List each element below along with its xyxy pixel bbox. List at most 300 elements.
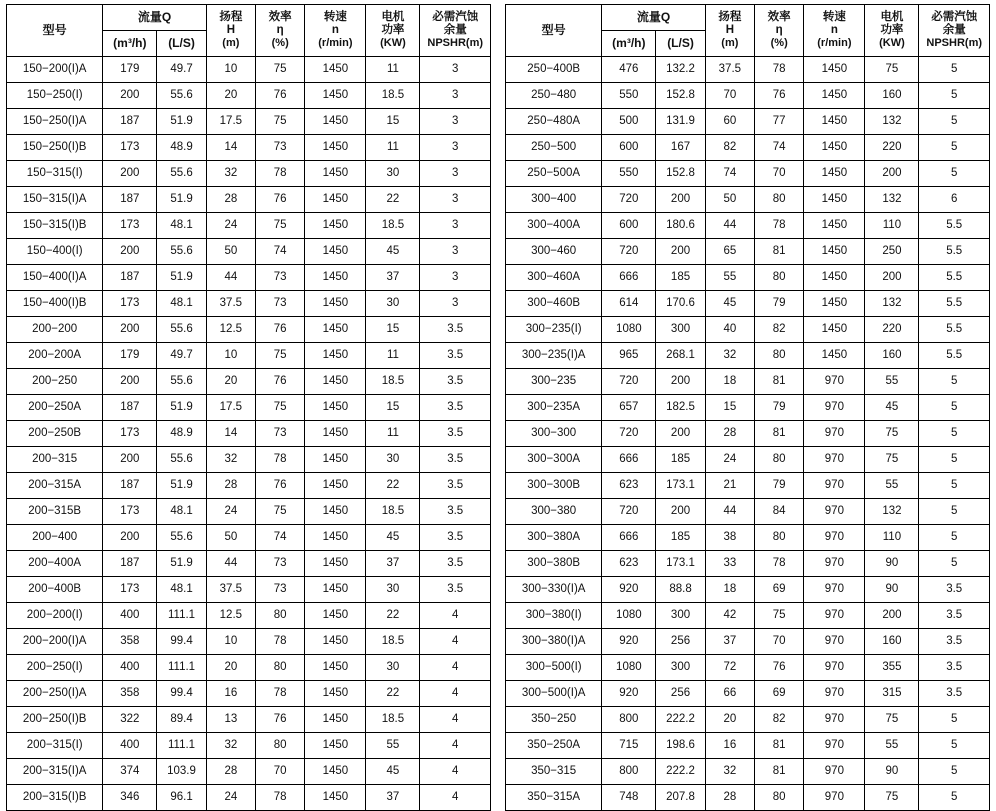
cell-speed: 970	[804, 499, 865, 525]
cell-power: 18.5	[366, 499, 420, 525]
cell-flow-ls: 55.6	[157, 317, 206, 343]
cell-model: 300−235(I)	[506, 317, 602, 343]
cell-power: 200	[865, 265, 919, 291]
cell-efficiency: 79	[755, 291, 804, 317]
cell-power: 22	[366, 681, 420, 707]
cell-model: 250−480	[506, 83, 602, 109]
table-row	[506, 369, 990, 395]
cell-flow-ls: 222.2	[656, 707, 705, 733]
cell-speed: 1450	[804, 83, 865, 109]
header-efficiency	[256, 5, 305, 57]
cell-model: 200−315(I)B	[7, 785, 103, 811]
cell-power: 22	[366, 603, 420, 629]
cell-head: 10	[206, 57, 255, 83]
cell-npshr: 3.5	[420, 369, 491, 395]
cell-head: 37.5	[206, 577, 255, 603]
table-row	[506, 577, 990, 603]
cell-head: 50	[705, 187, 754, 213]
cell-model: 200−400	[7, 525, 103, 551]
cell-power: 45	[366, 759, 420, 785]
cell-speed: 970	[804, 629, 865, 655]
cell-power: 220	[865, 135, 919, 161]
cell-efficiency: 75	[256, 57, 305, 83]
cell-flow-m3h: 200	[103, 447, 157, 473]
cell-speed: 1450	[804, 213, 865, 239]
right-table-wrapper	[505, 4, 990, 803]
cell-npshr: 5.5	[919, 317, 990, 343]
cell-flow-m3h: 614	[602, 291, 656, 317]
cell-power: 15	[366, 395, 420, 421]
cell-head: 17.5	[206, 109, 255, 135]
cell-head: 28	[705, 785, 754, 811]
cell-flow-ls: 51.9	[157, 473, 206, 499]
cell-head: 44	[705, 213, 754, 239]
cell-power: 18.5	[366, 83, 420, 109]
cell-model: 200−315	[7, 447, 103, 473]
cell-speed: 1450	[305, 577, 366, 603]
table-row	[7, 369, 491, 395]
cell-head: 24	[705, 447, 754, 473]
table-body-left	[7, 57, 491, 811]
cell-flow-ls: 185	[656, 525, 705, 551]
header-npshr-line2: 余量	[443, 24, 467, 37]
cell-npshr: 3.5	[420, 473, 491, 499]
table-row	[7, 83, 491, 109]
cell-efficiency: 81	[755, 759, 804, 785]
header-row-1	[7, 5, 491, 31]
cell-flow-ls: 48.9	[157, 135, 206, 161]
cell-flow-m3h: 400	[103, 655, 157, 681]
cell-power: 355	[865, 655, 919, 681]
table-row	[506, 707, 990, 733]
header-power	[865, 5, 919, 57]
cell-flow-m3h: 358	[103, 681, 157, 707]
cell-flow-m3h: 173	[103, 499, 157, 525]
table-row	[7, 421, 491, 447]
cell-flow-ls: 99.4	[157, 629, 206, 655]
cell-npshr: 4	[420, 733, 491, 759]
header-head-line3: (m)	[222, 37, 240, 50]
cell-power: 55	[366, 733, 420, 759]
cell-efficiency: 79	[755, 473, 804, 499]
cell-efficiency: 82	[755, 707, 804, 733]
cell-head: 42	[705, 603, 754, 629]
header-head-line3: (m)	[721, 37, 739, 50]
cell-model: 200−250A	[7, 395, 103, 421]
cell-speed: 1450	[305, 551, 366, 577]
table-row	[506, 343, 990, 369]
cell-npshr: 5	[919, 447, 990, 473]
cell-power: 90	[865, 551, 919, 577]
cell-npshr: 5	[919, 369, 990, 395]
cell-model: 150−315(I)B	[7, 213, 103, 239]
cell-efficiency: 73	[256, 135, 305, 161]
table-row	[7, 473, 491, 499]
cell-model: 300−380A	[506, 525, 602, 551]
cell-head: 24	[206, 499, 255, 525]
cell-head: 70	[705, 83, 754, 109]
cell-model: 250−500A	[506, 161, 602, 187]
cell-flow-ls: 51.9	[157, 187, 206, 213]
table-row	[7, 707, 491, 733]
cell-head: 10	[206, 629, 255, 655]
cell-efficiency: 80	[755, 265, 804, 291]
cell-efficiency: 75	[256, 395, 305, 421]
cell-npshr: 3.5	[420, 317, 491, 343]
cell-model: 300−400A	[506, 213, 602, 239]
table-row	[506, 759, 990, 785]
cell-npshr: 3	[420, 109, 491, 135]
cell-flow-ls: 180.6	[656, 213, 705, 239]
cell-flow-ls: 48.1	[157, 213, 206, 239]
cell-npshr: 4	[420, 629, 491, 655]
cell-efficiency: 76	[256, 187, 305, 213]
cell-model: 300−400	[506, 187, 602, 213]
header-head-line2: H	[226, 24, 235, 37]
cell-efficiency: 80	[755, 525, 804, 551]
cell-npshr: 4	[420, 759, 491, 785]
cell-flow-ls: 51.9	[157, 395, 206, 421]
cell-efficiency: 73	[256, 291, 305, 317]
cell-flow-m3h: 322	[103, 707, 157, 733]
cell-npshr: 5	[919, 785, 990, 811]
cell-model: 150−315(I)	[7, 161, 103, 187]
table-row	[506, 57, 990, 83]
cell-efficiency: 76	[256, 369, 305, 395]
cell-power: 18.5	[366, 213, 420, 239]
cell-efficiency: 76	[256, 317, 305, 343]
cell-flow-ls: 200	[656, 369, 705, 395]
cell-power: 110	[865, 213, 919, 239]
cell-model: 300−460A	[506, 265, 602, 291]
cell-model: 200−400B	[7, 577, 103, 603]
table-row	[506, 213, 990, 239]
cell-npshr: 3.5	[919, 577, 990, 603]
table-row	[7, 57, 491, 83]
cell-flow-ls: 152.8	[656, 161, 705, 187]
cell-npshr: 3.5	[420, 577, 491, 603]
cell-power: 22	[366, 473, 420, 499]
cell-flow-ls: 51.9	[157, 551, 206, 577]
cell-model: 250−400B	[506, 57, 602, 83]
cell-speed: 970	[804, 577, 865, 603]
cell-flow-ls: 200	[656, 239, 705, 265]
table-row	[506, 551, 990, 577]
cell-speed: 1450	[305, 759, 366, 785]
header-head	[705, 5, 754, 57]
table-row	[506, 499, 990, 525]
cell-speed: 1450	[305, 369, 366, 395]
cell-speed: 970	[804, 369, 865, 395]
cell-speed: 1450	[305, 473, 366, 499]
cell-flow-ls: 49.7	[157, 57, 206, 83]
header-speed-line2: n	[331, 24, 339, 37]
cell-flow-ls: 55.6	[157, 447, 206, 473]
cell-npshr: 4	[420, 681, 491, 707]
cell-flow-ls: 48.1	[157, 577, 206, 603]
cell-flow-m3h: 187	[103, 109, 157, 135]
cell-model: 300−460	[506, 239, 602, 265]
cell-power: 30	[366, 291, 420, 317]
cell-flow-ls: 256	[656, 681, 705, 707]
cell-head: 12.5	[206, 317, 255, 343]
cell-npshr: 5.5	[919, 239, 990, 265]
cell-npshr: 4	[420, 707, 491, 733]
cell-efficiency: 74	[256, 525, 305, 551]
cell-flow-ls: 111.1	[157, 603, 206, 629]
cell-npshr: 3.5	[919, 655, 990, 681]
cell-npshr: 5	[919, 525, 990, 551]
cell-efficiency: 80	[755, 447, 804, 473]
cell-head: 16	[206, 681, 255, 707]
cell-flow-ls: 55.6	[157, 83, 206, 109]
cell-efficiency: 76	[256, 707, 305, 733]
cell-head: 44	[705, 499, 754, 525]
cell-speed: 1450	[305, 447, 366, 473]
cell-flow-ls: 268.1	[656, 343, 705, 369]
cell-flow-m3h: 179	[103, 57, 157, 83]
cell-flow-m3h: 187	[103, 473, 157, 499]
cell-flow-m3h: 200	[103, 239, 157, 265]
header-npshr	[919, 5, 990, 57]
cell-model: 200−250(I)A	[7, 681, 103, 707]
cell-head: 28	[206, 473, 255, 499]
cell-npshr: 5	[919, 57, 990, 83]
cell-flow-ls: 111.1	[157, 655, 206, 681]
table-header-left	[7, 5, 491, 57]
table-row	[506, 161, 990, 187]
cell-speed: 1450	[305, 603, 366, 629]
header-speed-line1: 转速	[323, 10, 347, 23]
header-power-line1: 电机	[381, 10, 405, 23]
cell-flow-ls: 48.1	[157, 499, 206, 525]
cell-flow-m3h: 657	[602, 395, 656, 421]
cell-npshr: 5.5	[919, 213, 990, 239]
table-row	[506, 473, 990, 499]
cell-speed: 1450	[804, 109, 865, 135]
cell-model: 200−315(I)A	[7, 759, 103, 785]
cell-flow-ls: 170.6	[656, 291, 705, 317]
cell-efficiency: 81	[755, 421, 804, 447]
cell-efficiency: 76	[755, 83, 804, 109]
cell-efficiency: 80	[755, 343, 804, 369]
cell-efficiency: 73	[256, 551, 305, 577]
cell-model: 300−380	[506, 499, 602, 525]
cell-flow-m3h: 550	[602, 161, 656, 187]
cell-efficiency: 78	[755, 213, 804, 239]
cell-power: 30	[366, 161, 420, 187]
cell-efficiency: 76	[755, 655, 804, 681]
cell-flow-ls: 55.6	[157, 161, 206, 187]
pump-spec-table-right	[505, 4, 990, 811]
cell-model: 200−315A	[7, 473, 103, 499]
cell-flow-ls: 51.9	[157, 109, 206, 135]
cell-npshr: 3.5	[420, 551, 491, 577]
cell-flow-m3h: 920	[602, 577, 656, 603]
cell-model: 300−460B	[506, 291, 602, 317]
table-row	[7, 785, 491, 811]
table-row	[7, 551, 491, 577]
cell-head: 20	[705, 707, 754, 733]
cell-power: 37	[366, 551, 420, 577]
cell-model: 150−200(I)A	[7, 57, 103, 83]
cell-head: 20	[206, 655, 255, 681]
cell-speed: 1450	[305, 343, 366, 369]
cell-speed: 970	[804, 707, 865, 733]
header-head-line1: 扬程	[219, 10, 243, 23]
cell-head: 37.5	[206, 291, 255, 317]
cell-efficiency: 73	[256, 421, 305, 447]
cell-flow-ls: 300	[656, 603, 705, 629]
cell-flow-ls: 222.2	[656, 759, 705, 785]
cell-flow-m3h: 400	[103, 603, 157, 629]
cell-power: 315	[865, 681, 919, 707]
cell-flow-ls: 185	[656, 447, 705, 473]
cell-power: 200	[865, 161, 919, 187]
cell-npshr: 3	[420, 291, 491, 317]
cell-flow-m3h: 187	[103, 395, 157, 421]
header-efficiency-line1: 效率	[767, 10, 791, 23]
cell-efficiency: 78	[256, 629, 305, 655]
header-efficiency-line1: 效率	[268, 10, 292, 23]
cell-head: 40	[705, 317, 754, 343]
cell-flow-ls: 103.9	[157, 759, 206, 785]
cell-power: 55	[865, 733, 919, 759]
cell-power: 45	[366, 525, 420, 551]
header-efficiency-line3: (%)	[271, 37, 289, 50]
cell-model: 300−300	[506, 421, 602, 447]
header-head-line1: 扬程	[718, 10, 742, 23]
cell-speed: 1450	[804, 265, 865, 291]
cell-power: 37	[366, 785, 420, 811]
table-row	[506, 135, 990, 161]
cell-efficiency: 69	[755, 577, 804, 603]
cell-npshr: 4	[420, 785, 491, 811]
cell-flow-ls: 48.9	[157, 421, 206, 447]
cell-flow-m3h: 346	[103, 785, 157, 811]
cell-model: 200−250B	[7, 421, 103, 447]
cell-efficiency: 75	[755, 603, 804, 629]
table-row	[506, 733, 990, 759]
header-efficiency-line2: η	[775, 24, 783, 37]
table-row	[7, 499, 491, 525]
cell-flow-ls: 182.5	[656, 395, 705, 421]
cell-efficiency: 69	[755, 681, 804, 707]
cell-power: 18.5	[366, 629, 420, 655]
cell-model: 300−235A	[506, 395, 602, 421]
table-row	[506, 265, 990, 291]
cell-npshr: 5	[919, 395, 990, 421]
cell-flow-m3h: 720	[602, 369, 656, 395]
cell-model: 300−330(I)A	[506, 577, 602, 603]
cell-model: 200−200(I)A	[7, 629, 103, 655]
cell-npshr: 5	[919, 733, 990, 759]
header-power-line3: (KW)	[380, 37, 406, 50]
cell-head: 17.5	[206, 395, 255, 421]
cell-speed: 1450	[305, 291, 366, 317]
cell-model: 200−315B	[7, 499, 103, 525]
cell-flow-ls: 152.8	[656, 83, 705, 109]
cell-power: 75	[865, 707, 919, 733]
header-speed-line3: (r/min)	[318, 37, 353, 50]
cell-efficiency: 70	[755, 629, 804, 655]
cell-head: 28	[206, 187, 255, 213]
table-row	[7, 239, 491, 265]
cell-flow-m3h: 200	[103, 161, 157, 187]
cell-model: 200−250	[7, 369, 103, 395]
cell-model: 250−500	[506, 135, 602, 161]
cell-flow-m3h: 200	[103, 83, 157, 109]
cell-npshr: 5	[919, 161, 990, 187]
table-row	[506, 525, 990, 551]
cell-model: 150−250(I)B	[7, 135, 103, 161]
cell-efficiency: 81	[755, 369, 804, 395]
cell-speed: 1450	[804, 239, 865, 265]
cell-efficiency: 70	[256, 759, 305, 785]
cell-speed: 970	[804, 655, 865, 681]
cell-npshr: 3.5	[420, 343, 491, 369]
cell-flow-m3h: 179	[103, 343, 157, 369]
cell-flow-m3h: 720	[602, 421, 656, 447]
cell-speed: 1450	[804, 187, 865, 213]
cell-npshr: 3	[420, 57, 491, 83]
cell-flow-m3h: 600	[602, 213, 656, 239]
cell-power: 55	[865, 473, 919, 499]
cell-flow-m3h: 187	[103, 187, 157, 213]
table-row	[7, 603, 491, 629]
cell-flow-ls: 55.6	[157, 239, 206, 265]
table-row	[7, 655, 491, 681]
cell-speed: 970	[804, 733, 865, 759]
cell-power: 45	[865, 395, 919, 421]
cell-flow-ls: 198.6	[656, 733, 705, 759]
cell-power: 30	[366, 447, 420, 473]
cell-flow-m3h: 187	[103, 265, 157, 291]
cell-flow-m3h: 173	[103, 291, 157, 317]
cell-flow-m3h: 200	[103, 525, 157, 551]
cell-flow-m3h: 173	[103, 577, 157, 603]
cell-efficiency: 82	[755, 317, 804, 343]
header-head	[206, 5, 255, 57]
table-row	[506, 421, 990, 447]
header-npshr-line3: NPSHR(m)	[427, 37, 484, 50]
cell-power: 45	[366, 239, 420, 265]
cell-model: 200−315(I)	[7, 733, 103, 759]
cell-speed: 1450	[305, 57, 366, 83]
cell-head: 16	[705, 733, 754, 759]
header-flow-ls: (L/S)	[656, 31, 705, 57]
cell-flow-m3h: 666	[602, 265, 656, 291]
cell-model: 200−200	[7, 317, 103, 343]
cell-head: 44	[206, 265, 255, 291]
cell-efficiency: 75	[256, 499, 305, 525]
cell-efficiency: 73	[256, 265, 305, 291]
cell-efficiency: 81	[755, 733, 804, 759]
table-row	[506, 447, 990, 473]
cell-head: 20	[206, 369, 255, 395]
cell-power: 75	[865, 447, 919, 473]
cell-npshr: 3.5	[420, 395, 491, 421]
cell-flow-m3h: 173	[103, 135, 157, 161]
cell-model: 300−300B	[506, 473, 602, 499]
cell-speed: 1450	[804, 161, 865, 187]
cell-head: 55	[705, 265, 754, 291]
cell-flow-ls: 55.6	[157, 525, 206, 551]
table-row	[506, 629, 990, 655]
cell-npshr: 5	[919, 421, 990, 447]
cell-npshr: 5	[919, 109, 990, 135]
cell-efficiency: 79	[755, 395, 804, 421]
